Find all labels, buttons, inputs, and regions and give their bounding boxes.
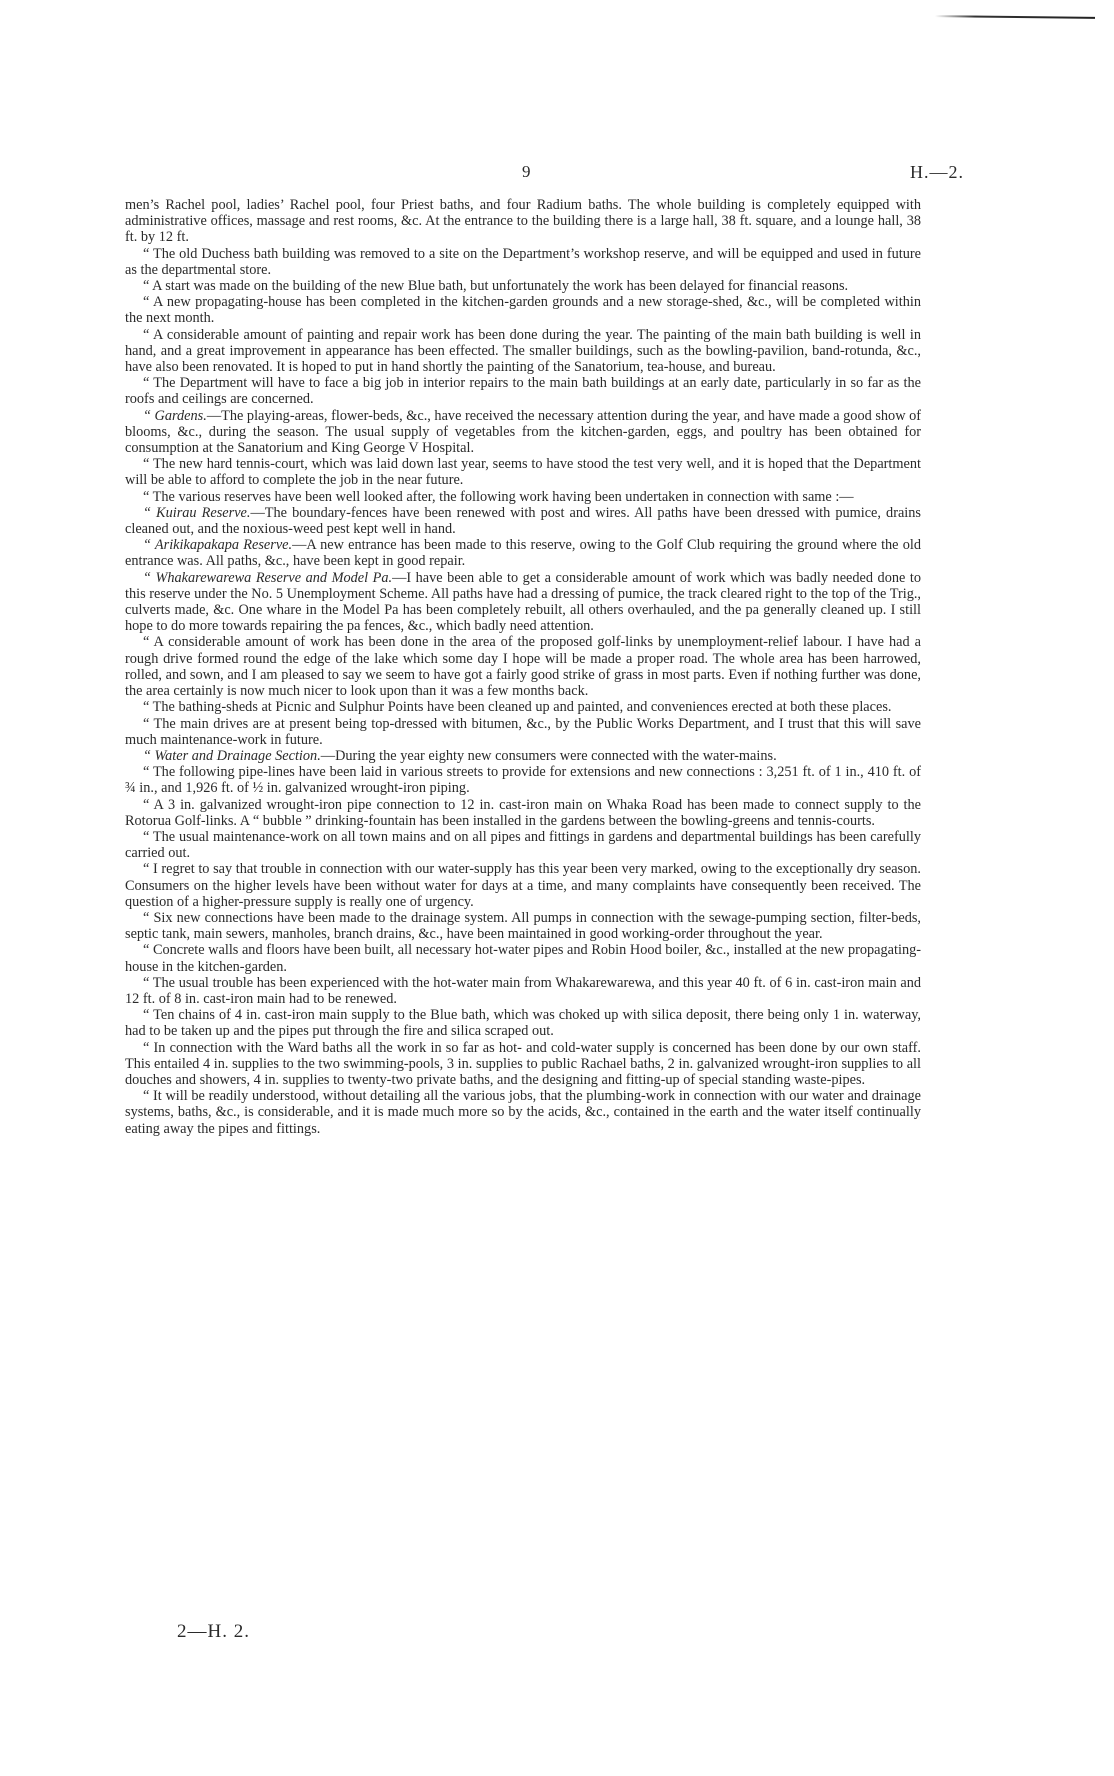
paragraph-text: “ Concrete walls and floors have been built, all necessary hot-water pipes and Robin Hood boiler, &c., installed at the new propagating-house in the kitchen-garden. [125,942,921,975]
paragraph-heading: “ Kuirau Reserve. [143,504,251,521]
paragraph [125,505,921,537]
paragraph-text: “ It will be readily understood, without detailing all the various jobs, that the plumbing-work in connection with our water and drainage systems, baths, &c., is considerable, and it is made much more so by the acids, &c., contained in the earth and the water itself continually eating away the pipes and fittings. [125,1088,921,1137]
paragraph [125,764,921,796]
paragraph-text: “ The old Duchess bath building was removed to a site on the Department’s workshop reserve, and will be equipped and used in future as the departmental store. [125,245,921,278]
paragraph-text: “ The main drives are at present being top-dressed with bitumen, &c., by the Public Works Department, and I trust that this will save much maintenance-work in future. [125,715,921,748]
paragraph [125,489,921,505]
paragraph [125,537,921,569]
document-code: H.—2. [910,162,964,182]
paragraph-text: “ A new propagating-house has been completed in the kitchen-garden grounds and a new storage-shed, &c., will be completed within the next month. [125,294,921,327]
paragraph-text: —A new entrance has been made to this reserve, owing to the Golf Club requiring the ground where the old entrance was. All paths, &c., have been kept in good repair. [125,537,922,570]
page-header [0,162,1114,184]
paragraph-text: “ The new hard tennis-court, which was laid down last year, seems to have stood the test very well, and it is hoped that the Department will be able to afford to complete the job in the near future. [125,456,921,489]
paragraph [125,942,921,974]
paragraph-text: “ The Department will have to face a big job in interior repairs to the main bath buildings at an early date, particularly in so far as the roofs and ceilings are concerned. [125,375,921,408]
paragraph-text: “ In connection with the Ward baths all the work in so far as hot- and cold-water supply is concerned has been done by our own staff. This entailed 4 in. supplies to the two swimming-pools, 3 in. supplies to public Rachael baths, 2 in. galvanized wrought-iron supplies to all douches and showers, 4 in. supplies to twenty-two private baths, and the designing and fitting-up of special standing waste-pipes. [125,1039,921,1088]
paragraph-text: —I have been able to get a considerable amount of work which was badly needed done to this reserve under the No. 5 Unemployment Scheme. All paths have had a dressing of pumice, the track cleared right to the top of the Trig., culverts made, &c. One whare in the Model Pa has been completely rebuilt, all others overhauled, and the pa generally cleaned up. I still hope to do more towards repairing the pa fences, &c., which badly need attention. [125,569,921,635]
paragraph-text: “ A start was made on the building of the new Blue bath, but unfortunately the work has been delayed for financial reasons. [143,278,849,295]
paragraph-text: “ Ten chains of 4 in. cast-iron main supply to the Blue bath, which was choked up with silica deposit, there being only 1 in. waterway, had to be taken up and the pipes put through the fire and silica scraped out. [125,1007,921,1040]
paragraph-text: “ Six new connections have been made to the drainage system. All pumps in connection with the sewage-pumping section, filter-beds, septic tank, main sewers, manholes, branch drains, &c., have been maintained in good working-order throughout the year. [125,909,921,943]
paragraph [125,797,921,829]
paragraph [125,910,921,942]
paragraph [125,975,921,1007]
paragraph [125,861,921,910]
paragraph-text: “ The following pipe-lines have been laid in various streets to provide for extensions and new connections : 3,251 ft. of 1 in., 410 ft. of ¾ in., and 1,926 ft. of ½ in. galvanized wrought-iron piping. [125,764,921,797]
paragraph-text: “ The usual trouble has been experienced with the hot-water main from Whakarewarewa, and this year 40 ft. of 6 in. cast-iron main and 12 ft. of 8 in. cast-iron main had to be renewed. [125,974,921,1007]
paragraph [125,294,921,326]
paragraph-text: “ The bathing-sheds at Picnic and Sulphur Points have been cleaned up and painted, and conveniences erected at both these places. [143,699,892,716]
paragraph-heading: “ Arikikapakapa Reserve. [143,537,293,554]
paragraph-heading: “ Water and Drainage Section. [143,747,321,764]
page-footer [177,1621,250,1643]
paragraph [125,634,921,699]
paragraph-text: —During the year eighty new consumers were connected with the water-mains. [320,747,777,764]
signature-code: 2—H. 2. [177,1621,250,1642]
paragraph [125,829,921,861]
paragraph-text: men’s Rachel pool, ladies’ Rachel pool, four Priest baths, and four Radium baths. The whole building is completely equipped with administrative offices, massage and rest rooms, &c. At the entrance to the building there is a large hall, 38 ft. square, and a lounge hall, 38 ft. by 12 ft. [125,197,921,246]
paragraph [125,197,921,246]
paragraph [125,570,921,635]
page-number: 9 [522,162,531,181]
paragraph-text: “ I regret to say that trouble in connection with our water-supply has this year been very marked, owing to the exceptionally dry season. Consumers on the higher levels have been without water for days at a time, and many complaints have consequently been received. The question of a higher-pressure supply is really one of urgency. [125,861,921,910]
paragraph-text: “ A considerable amount of work has been done in the area of the proposed golf-links by unemployment-relief labour. I have had a rough drive formed round the edge of the lake which some day I hope will be made a proper road. The whole area has been harrowed, rolled, and sown, and I am pleased to say we seem to have got a fairly good strike of grass in most parts. Even if nothing further was done, the area certainly is now much nicer to look upon than it was a few months back. [125,634,921,700]
paragraph-heading: “ Gardens. [143,407,207,424]
paragraph [125,246,921,278]
body-text [125,197,921,1137]
paragraph [125,1088,921,1137]
paragraph [125,748,921,764]
paragraph [125,716,921,748]
paragraph-heading: “ Whakarewarewa Reserve and Model Pa. [143,569,393,586]
paragraph [125,327,921,376]
paragraph-text: “ The various reserves have been well looked after, the following work having been undertaken in connection with same :— [143,488,854,505]
paragraph [125,278,921,294]
paragraph [125,456,921,488]
paragraph [125,1040,921,1089]
paragraph-text: —The playing-areas, flower-beds, &c., have received the necessary attention during the year, and have made a good show of blooms, &c., during the season. The usual supply of vegetables from the kitchen-garden, eggs, and poultry has been obtained for consumption at the Sanatorium and King George V Hospital. [125,407,922,457]
paragraph [125,408,921,457]
paragraph-text: “ A considerable amount of painting and repair work has been done during the year. The painting of the main bath building is well in hand, and a great improvement in appearance has been effected. The smaller buildings, such as the bowling-pavilion, band-rotunda, &c., have also been renovated. It is hoped to put in hand shortly the painting of the Sanatorium, tea-house, and bureau. [125,326,921,376]
paragraph-text: —The boundary-fences have been renewed with post and wires. All paths have been dressed with pumice, drains cleaned out, and the noxious-weed pest kept well in hand. [125,504,921,538]
paragraph-text: “ A 3 in. galvanized wrought-iron pipe connection to 12 in. cast-iron main on Whaka Road has been made to connect supply to the Rotorua Golf-links. A “ bubble ” drinking-fountain has been installed in the gardens between the bowling-greens and tennis-courts. [125,796,921,829]
top-edge-rule [935,15,1095,19]
paragraph [125,1007,921,1039]
paragraph-text: “ The usual maintenance-work on all town mains and on all pipes and fittings in gardens and departmental buildings has been carefully carried out. [125,828,921,862]
paragraph [125,699,921,715]
paragraph [125,375,921,407]
